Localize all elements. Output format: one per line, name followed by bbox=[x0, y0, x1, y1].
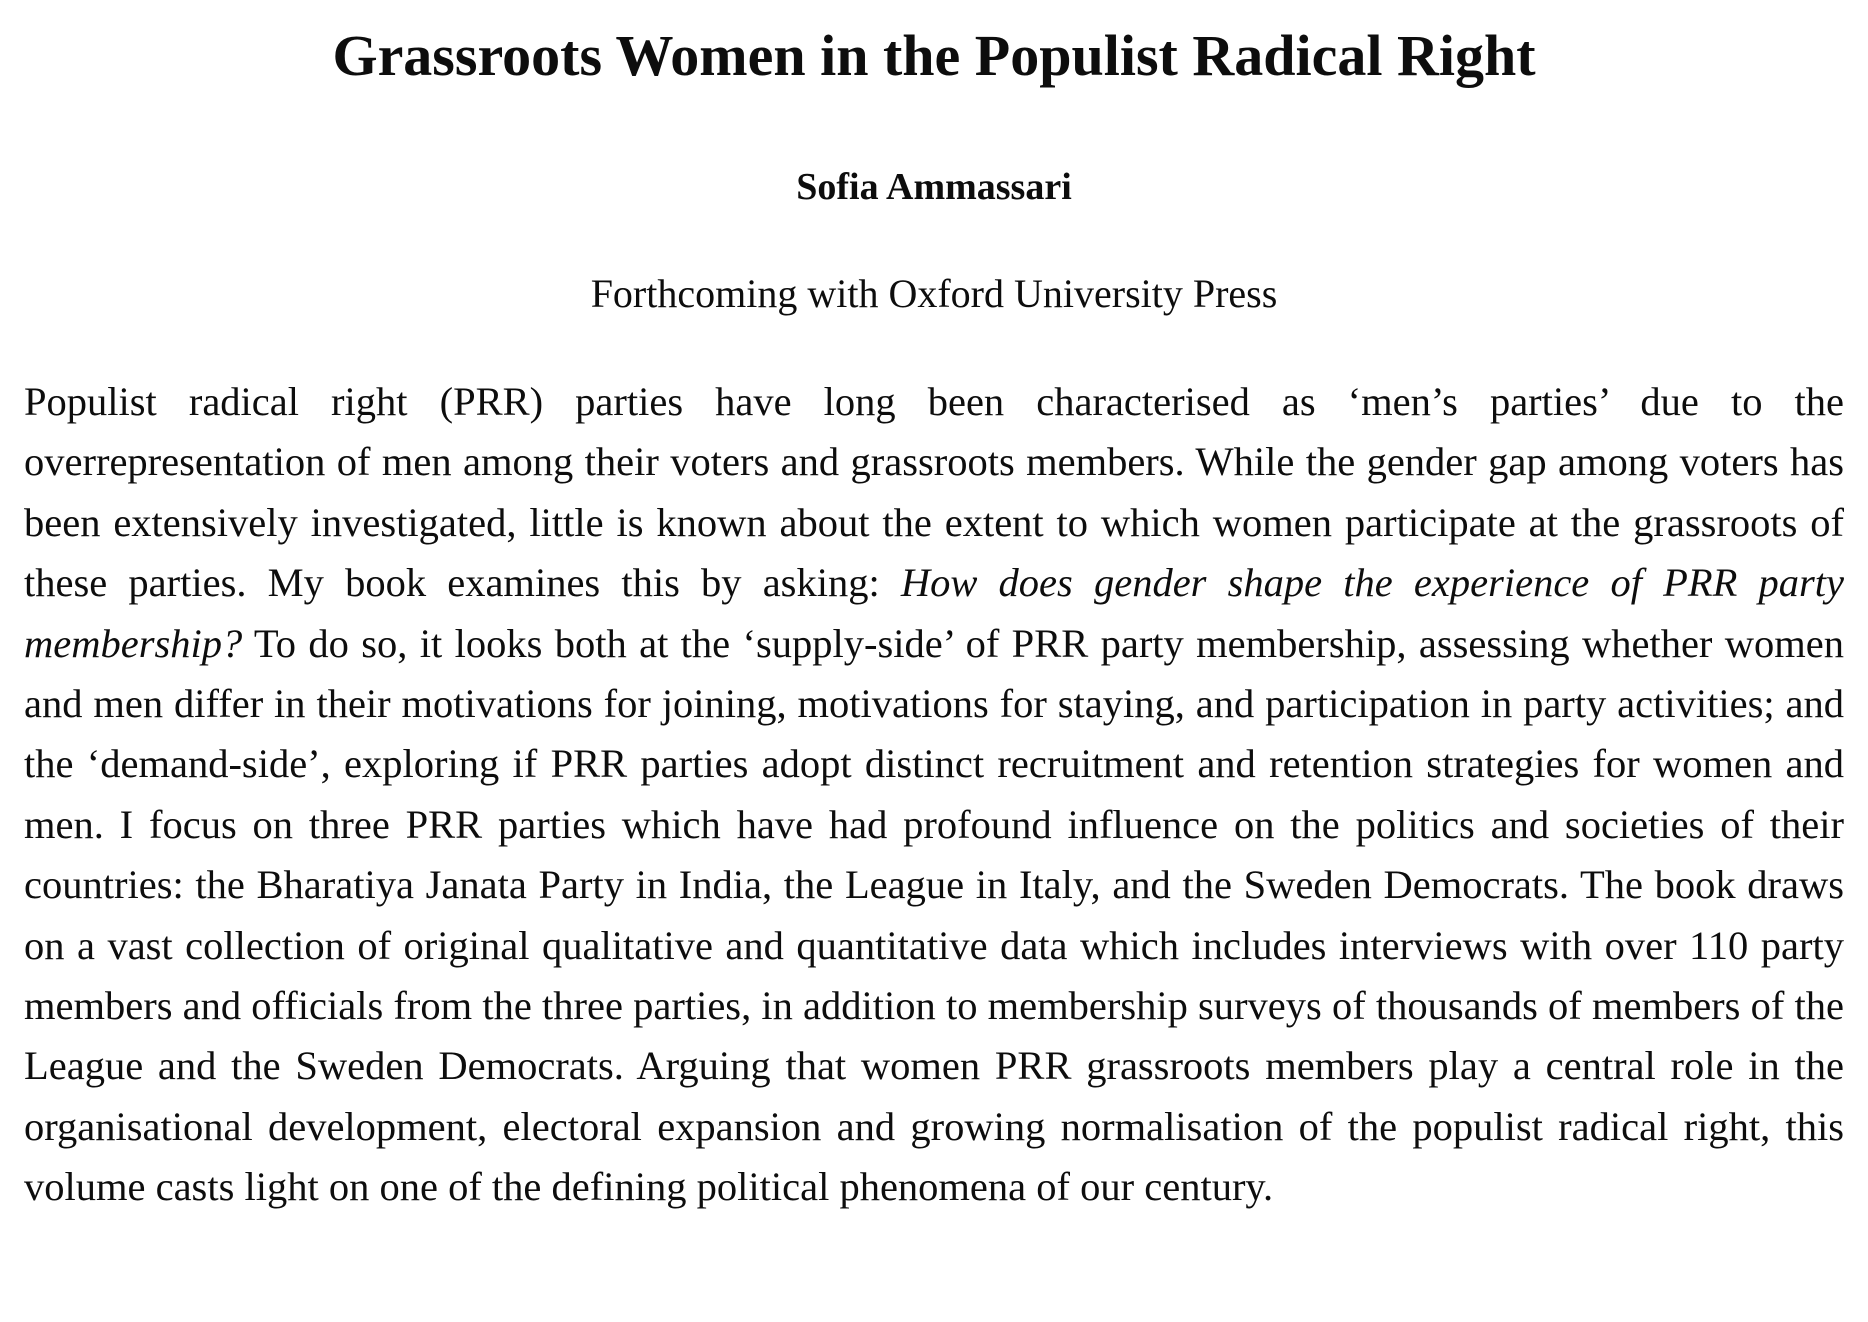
abstract-text-after-question: To do so, it looks both at the ‘supply-side’ of PRR party membership, assessing whether women and men differ in their motivations for joining, motivations for staying, and participation in party activities; and the ‘demand-side’, exploring if PRR parties adopt distinct recruitment and retention strategies for women and men. I focus on three PRR parties which have had profound influence on the politics and societies of their countries: the Bharatiya Janata Party in India, the League in Italy, and the Sweden Democrats. The book draws on a vast collection of original qualitative and quantitative data which includes interviews with over 110 party members and officials from the three parties, in addition to membership surveys of thousands of members of the League and the Sweden Democrats. Arguing that women PRR grassroots members play a central role in the organisational development, electoral expansion and growing normalisation of the populist radical right, this volume casts light on one of the defining political phenomena of our century. bbox=[24, 620, 1844, 1210]
document-page bbox=[24, 18, 1844, 1218]
author-name: Sofia Ammassari bbox=[796, 166, 1072, 208]
research-question: How does gender shape the experience of PRR party membership? bbox=[24, 560, 1844, 666]
document-title: Grassroots Women in the Populist Radical Right bbox=[332, 23, 1536, 88]
publisher-note: Forthcoming with Oxford University Press bbox=[590, 271, 1278, 316]
abstract-paragraph bbox=[24, 372, 1844, 1218]
abstract-text-before-question: Populist radical right (PRR) parties have long been characterised as ‘men’s parties’ due to the overrepresentation of men among their voters and grassroots members. While the gender gap among voters has been extensively investigated, little is known about the extent to which women participate at the grassroots of these parties. My book examines this by asking: bbox=[24, 379, 1844, 606]
